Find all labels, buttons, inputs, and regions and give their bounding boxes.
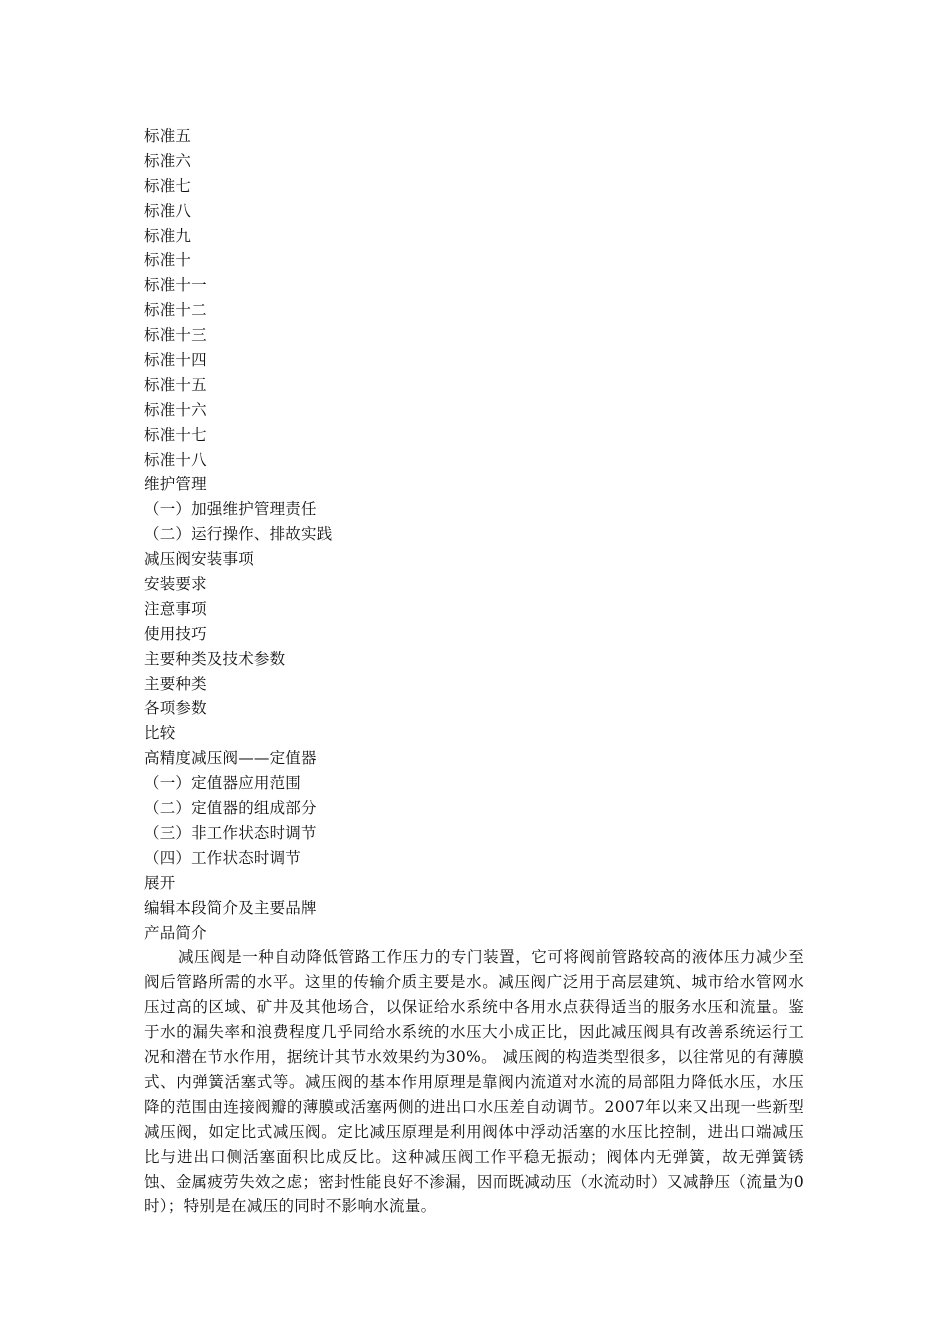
toc-item: 主要种类及技术参数: [144, 649, 286, 668]
toc-item: 各项参数: [144, 699, 207, 718]
toc-item: 维护管理: [144, 475, 207, 494]
toc-item: 产品简介: [144, 923, 207, 942]
toc-item: 减压阀安装事项: [144, 550, 254, 569]
toc-item: 展开: [144, 873, 176, 892]
document-content: [144, 124, 804, 1219]
toc-item: 标准十二: [144, 301, 207, 320]
toc-item: 标准八: [144, 201, 192, 220]
toc-item: 标准六: [144, 151, 192, 170]
toc-item: （三）非工作状态时调节: [144, 823, 317, 842]
toc-item: （二）运行操作、排故实践: [144, 525, 333, 544]
toc-item: 主要种类: [144, 674, 207, 693]
toc-item: 编辑本段简介及主要品牌: [144, 898, 317, 917]
toc-item: 标准十: [144, 251, 192, 270]
toc-item: 标准五: [144, 127, 192, 145]
toc-item: （四）工作状态时调节: [144, 848, 302, 867]
toc-item: （一）加强维护管理责任: [144, 500, 317, 519]
toc-item: 标准十一: [144, 276, 207, 295]
toc-item: 比较: [144, 724, 176, 743]
toc-item: （一）定值器应用范围: [144, 774, 302, 793]
toc-item: 标准十三: [144, 326, 207, 345]
toc-item: 安装要求: [144, 575, 207, 594]
toc-item: 高精度减压阀——定值器: [144, 749, 317, 768]
toc-item: 标准十六: [144, 400, 207, 419]
toc-item: 标准十五: [144, 375, 207, 394]
toc-item: 标准十四: [144, 351, 207, 370]
toc-item: （二）定值器的组成部分: [144, 799, 317, 818]
toc-item: 标准十七: [144, 425, 207, 444]
toc-item: 标准九: [144, 226, 192, 245]
table-of-contents: [144, 124, 804, 945]
toc-item: 注意事项: [144, 599, 207, 618]
intro-paragraph: 减压阀是一种自动降低管路工作压力的专门装置，它可将阀前管路较高的液体压力减少至阀后管路所需的水平。这里的传输介质主要是水。减压阀广泛用于高层建筑、城市给水管网水压过高的区域、矿井及其他场合，以保证给水系统中各用水点获得适当的服务水压和流量。鉴于水的漏失率和浪费程度几乎同给水系统的水压大小成正比，因此减压阀具有改善系统运行工况和潜在节水作用，据统计其节水效果约为30%。 减压阀的构造类型很多，以往常见的有薄膜式、内弹簧活塞式等。减压阀的基本作用原理是靠阀内流道对水流的局部阻力降低水压，水压降的范围由连接阀瓣的薄膜或活塞两侧的进出口水压差自动调节。2007年以来又出现一些新型减压阀，如定比式减压阀。定比减压原理是利用阀体中浮动活塞的水压比控制，进出口端减压比与进出口侧活塞面积比成反比。这种减压阀工作平稳无振动；阀体内无弹簧，故无弹簧锈蚀、金属疲劳失效之虑；密封性能良好不渗漏，因而既减动压（水流动时）又减静压（流量为0时）；特别是在减压的同时不影响水流量。: [144, 948, 804, 1216]
toc-item: 标准十八: [144, 450, 207, 469]
toc-item: 标准七: [144, 176, 192, 195]
toc-item: 使用技巧: [144, 624, 207, 643]
